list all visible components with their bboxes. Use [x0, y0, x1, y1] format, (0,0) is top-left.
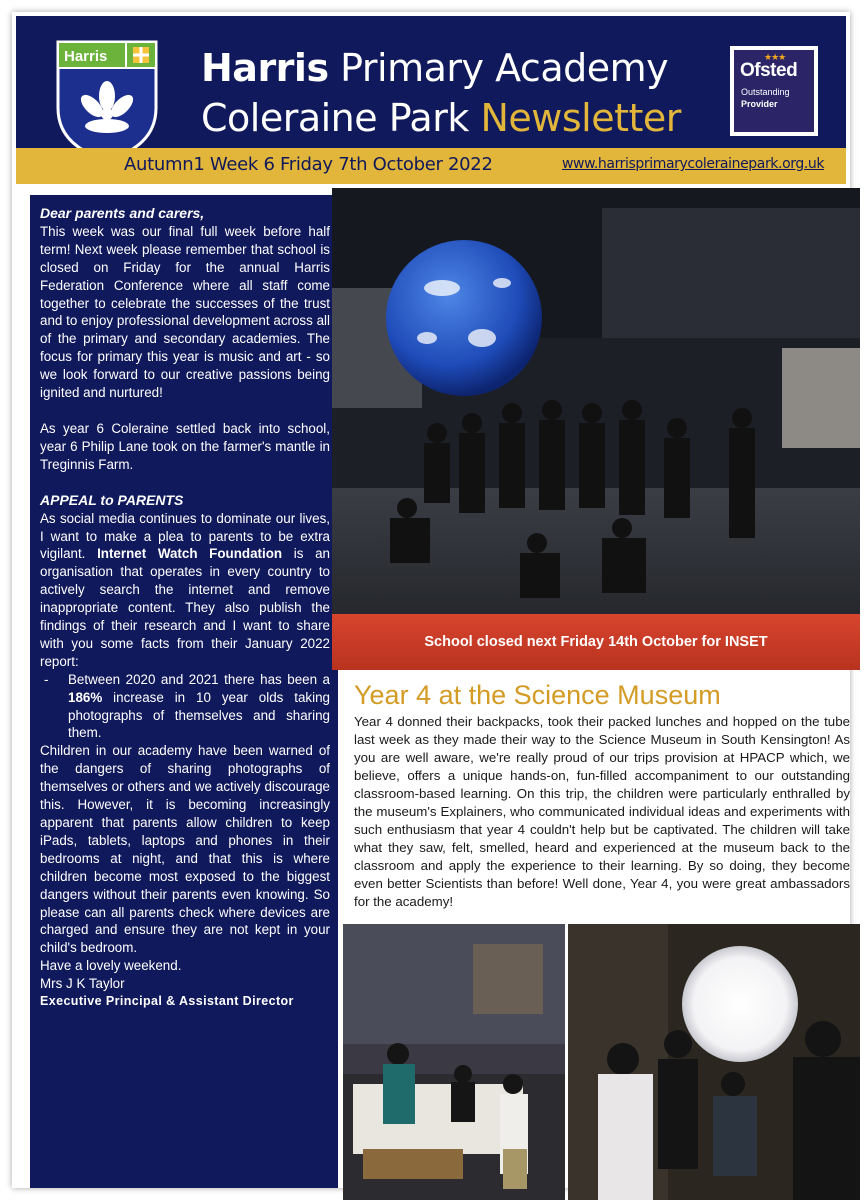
newsletter-header [16, 16, 846, 156]
harris-crest-logo [54, 38, 160, 162]
museum-group-photo [332, 188, 860, 614]
ofsted-rating-line-2: Provider [741, 99, 778, 109]
bullet-text-1: Between 2020 and 2021 there has been a [68, 671, 330, 687]
title-bold: Harris [201, 46, 329, 90]
letter-paragraph-1: This week was our final full week before half term! Next week please remember that school is closed on Friday for the annual Harris Federation Conference where all staff come together to celebrate the successes of the trust and to enjoy professional development across all of the primary and secondary academies. The focus for primary this year is music and art - so we look forward to our creative passions being ignited and nurtured! [40, 223, 330, 401]
letter-signature: Mrs J K Taylor [40, 976, 125, 992]
website-link[interactable]: www.harrisprimarycolerainepark.org.uk [562, 156, 825, 172]
issue-date: Autumn1 Week 6 Friday 7th October 2022 [124, 154, 493, 175]
statistic-bullet [40, 671, 330, 743]
ofsted-name: Ofsted [740, 60, 798, 81]
museum-exhibit-photo [343, 924, 565, 1200]
signatory-role: Executive Principal & Assistant Director [40, 994, 294, 1009]
appeal-org-name: Internet Watch Foundation [97, 546, 283, 562]
appeal-text-1: As social media continues to dominate our lives, I want to make a plea to parents to be extra vigilant. [40, 510, 330, 562]
title-school: Coleraine Park [201, 96, 469, 140]
article-title: Year 4 at the Science Museum [354, 680, 721, 710]
principal-letter [30, 195, 338, 1188]
letter-closing: Have a lovely weekend. [40, 958, 182, 974]
ofsted-stars-icon: ★★★ [764, 52, 786, 62]
ofsted-rating-line-1: Outstanding [741, 87, 790, 97]
title-line-1 [201, 46, 668, 90]
letter-paragraph-2: As year 6 Coleraine settled back into school, year 6 Philip Lane took on the farmer's mantle in Treginnis Farm. [40, 420, 330, 472]
appeal-heading: APPEAL to PARENTS [40, 491, 184, 508]
bullet-text-2: increase in 10 year olds taking photographs of themselves and sharing them. [68, 689, 330, 741]
title-line-2 [201, 96, 681, 140]
letter-greeting: Dear parents and carers, [40, 205, 205, 221]
crest-label: Harris [64, 48, 108, 65]
ofsted-badge [730, 46, 818, 136]
title-newsletter: Newsletter [480, 96, 681, 140]
appeal-paragraph [40, 510, 330, 671]
newsletter-page [12, 12, 850, 1188]
article-body: Year 4 donned their backpacks, took their packed lunches and hopped on the tube last week as they made their way to the Science Museum in South Kensington! As you are well aware, we're really proud of our trips provision at HPACP which, we believe, offers a unique hands-on, fun-filled accompaniment to our outstanding classroom-based learning. On this trip, the children were particularly enthralled by the museum's Explainers, who communicated individual ideas and experiments with such enthusiasm that year 4 couldn't help but be captivated. The children will take what they saw, felt, smelled, heard and experienced at the museum back to the classroom and apply the experience to their learning. By so doing, they become even better Scientists than before! Well done, Year 4, you were great ambassadors for the academy! [354, 714, 850, 909]
bullet-dash: - [44, 671, 49, 687]
letter-paragraph-3: Children in our academy have been warned of the dangers of sharing photographs of themselves or others and we actively discourage this. However, it is becoming increasingly apparent that parents allow children to keep iPads, tablets, laptops and phones in their bedrooms at night, and that this is where children become most exposed to the biggest dangers without their parents even knowing. So please can all parents check where devices are charged and ensure they are not kept in your child's bedroom. [40, 743, 330, 956]
inset-closure-banner: School closed next Friday 14th October for INSET [332, 614, 860, 670]
title-rest: Primary Academy [340, 46, 669, 90]
date-bar [16, 148, 846, 184]
glowing-sphere-photo [568, 924, 860, 1200]
appeal-text-2: is an organisation that operates in every country to actively search the internet and remove inappropriate content. They also publish the findings of their research and I want to share with you some facts from their January 2022 report: [40, 546, 330, 669]
bullet-statistic: 186% [68, 689, 103, 705]
